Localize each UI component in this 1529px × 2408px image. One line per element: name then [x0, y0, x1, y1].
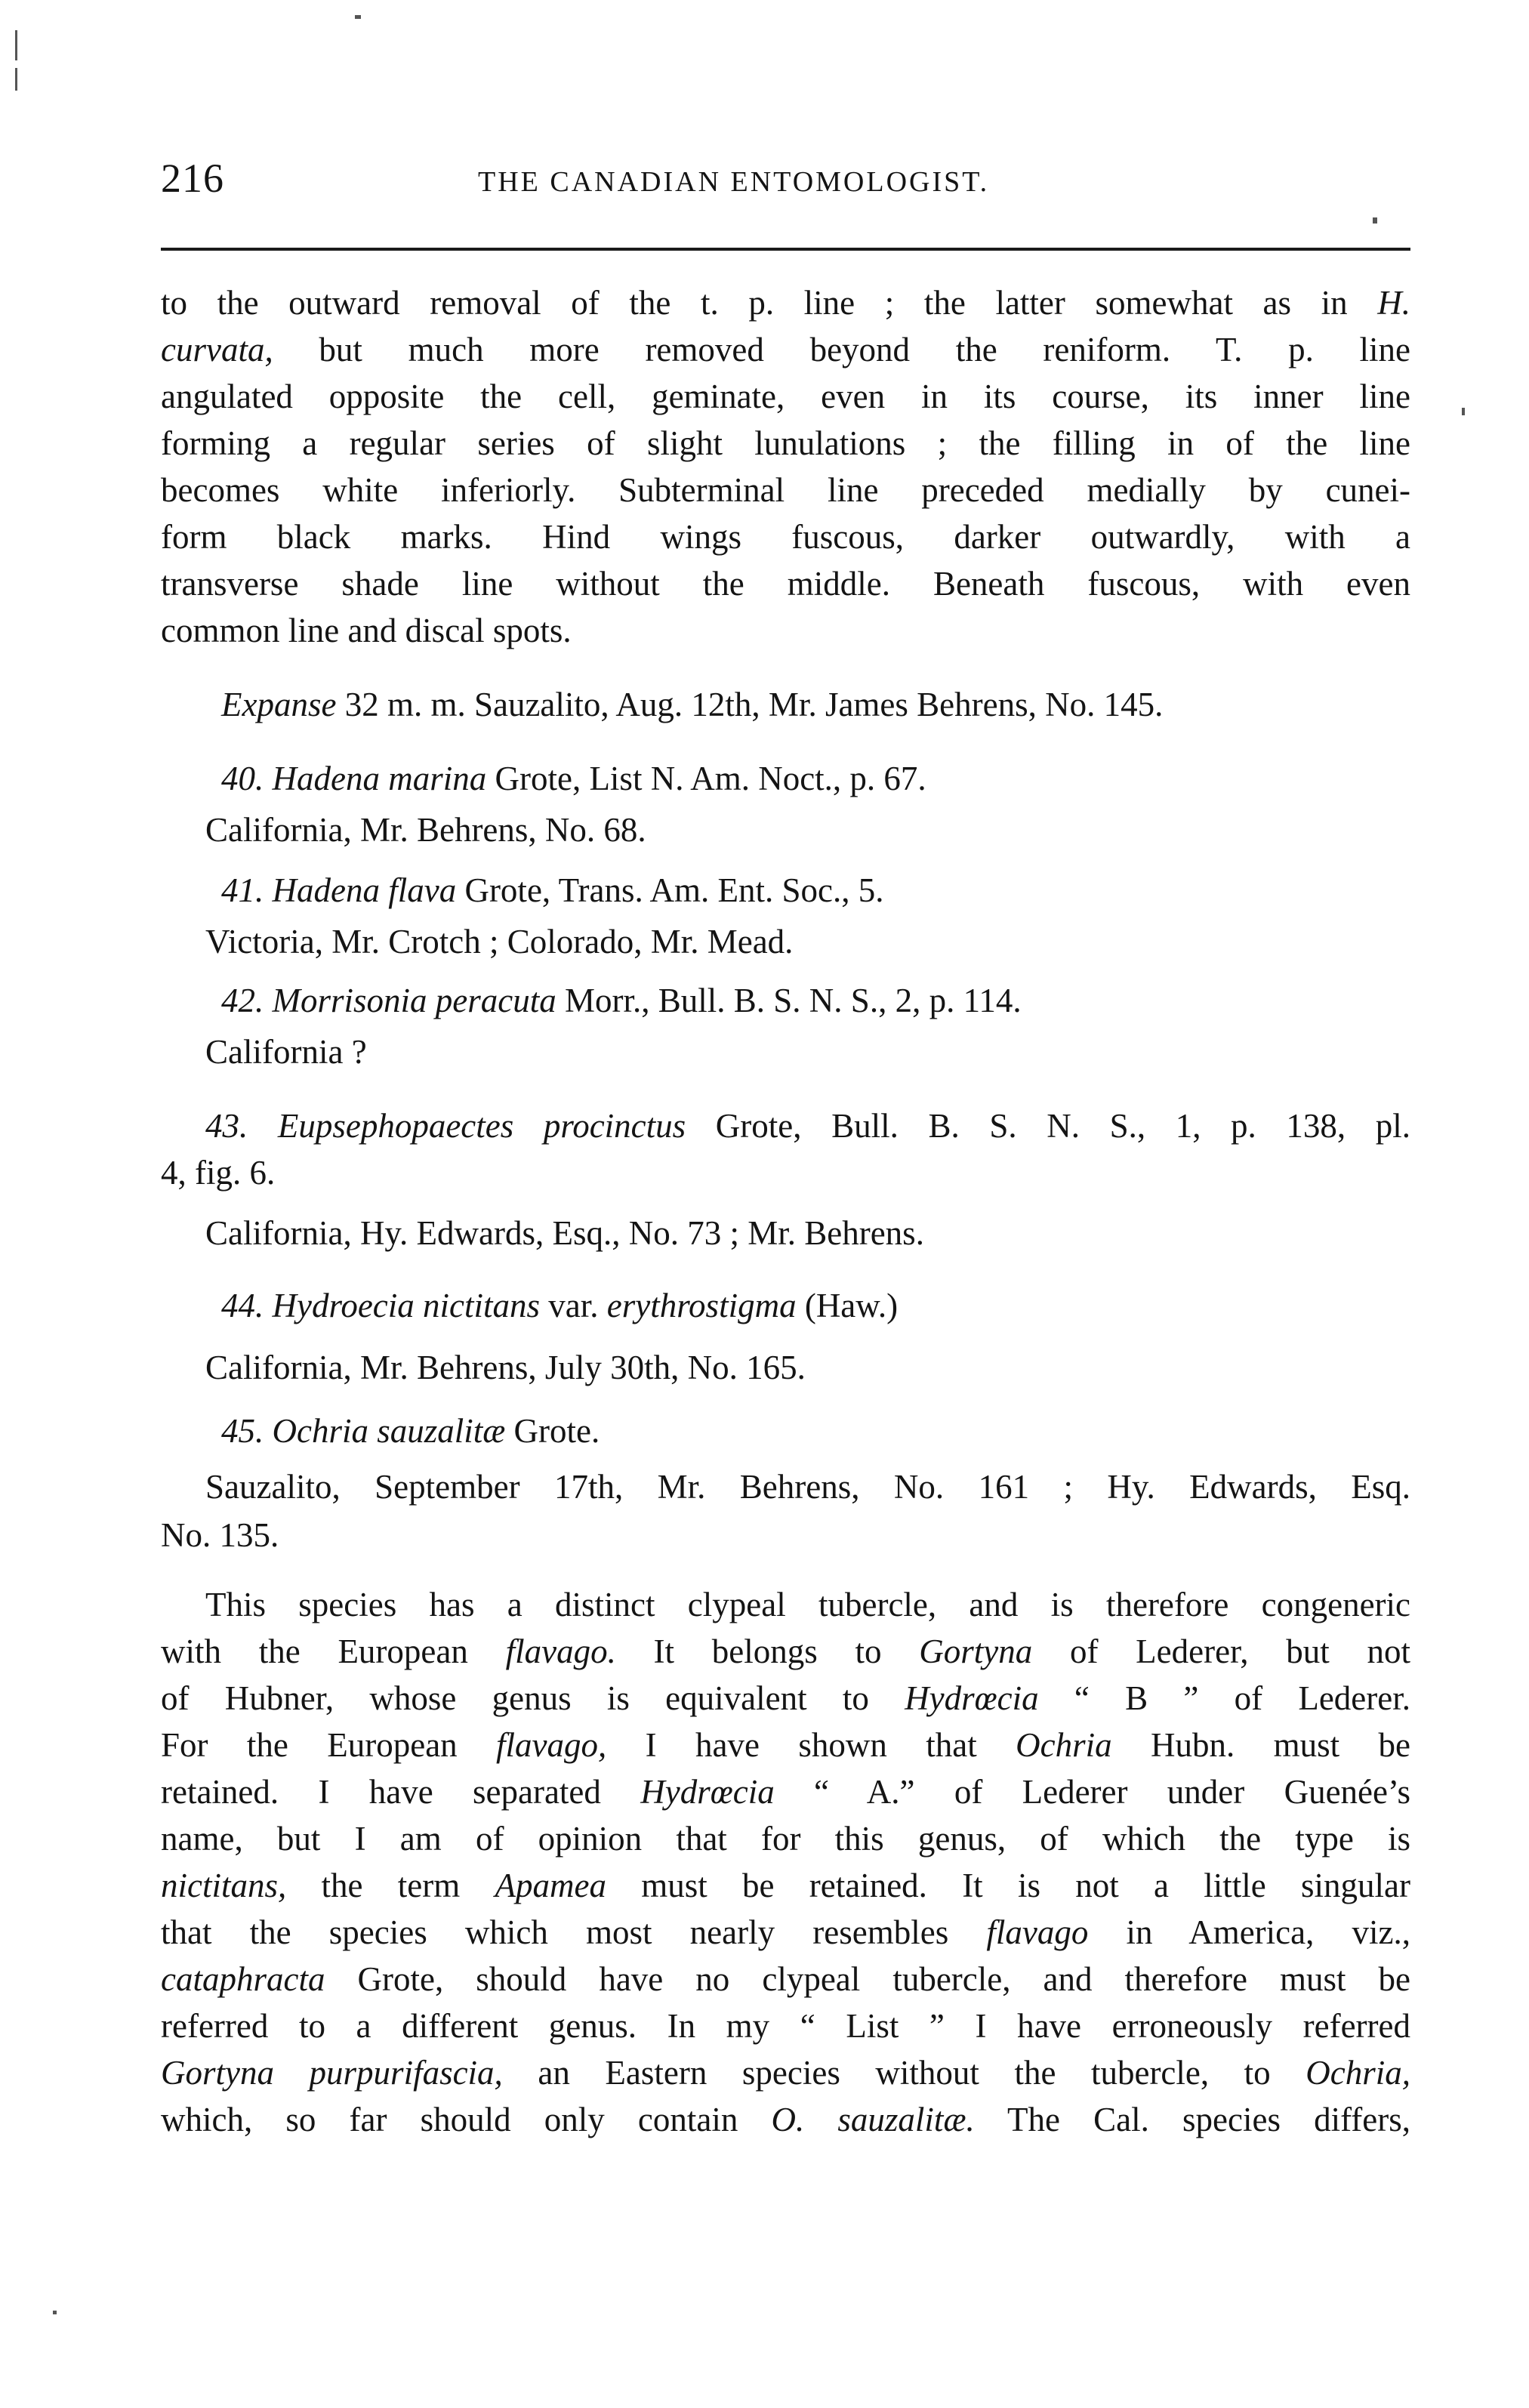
entry-locality: California, Mr. Behrens, July 30th, No. 165.	[205, 1349, 806, 1386]
margin-speck	[1373, 217, 1377, 224]
running-head	[161, 155, 1407, 208]
header-rule	[161, 248, 1410, 251]
species-entry-42: 42. Morrisonia peracuta Morr., Bull. B. S. N. S., 2, p. 114.	[221, 982, 1022, 1019]
species-entry-40: 40. Hadena marina Grote, List N. Am. Noct., p. 67.	[221, 760, 926, 797]
text-line: to the outward removal of the t. p. line ; the latter somewhat as in H.	[161, 284, 1410, 322]
entry-locality: Victoria, Mr. Crotch ; Colorado, Mr. Mead.	[205, 923, 794, 960]
entry-locality-continuation: No. 135.	[161, 1516, 279, 1554]
entry-number: 45.	[221, 1412, 264, 1450]
text-line: which, so far should only contain O. sauzalitæ. The Cal. species differs,	[161, 2101, 1410, 2138]
text-line: curvata, but much more removed beyond the reniform. T. p. line	[161, 331, 1410, 368]
text-line: This species has a distinct clypeal tubercle, and is therefore congeneric	[205, 1586, 1410, 1623]
text-line: For the European flavago, I have shown that Ochria Hubn. must be	[161, 1726, 1410, 1764]
text-line: forming a regular series of slight lunulations ; the filling in of the line	[161, 424, 1410, 462]
text-line: form black marks. Hind wings fuscous, darker outwardly, with a	[161, 518, 1410, 556]
entry-number: 40.	[221, 760, 264, 797]
text-line: becomes white inferiorly. Subterminal line preceded medially by cunei-	[161, 471, 1410, 509]
text-line: name, but I am of opinion that for this genus, of which the type is	[161, 1820, 1410, 1858]
margin-speck	[355, 15, 361, 19]
entry-continuation: 4, fig. 6.	[161, 1154, 276, 1192]
text-line: with the European flavago. It belongs to Gortyna of Lederer, but not	[161, 1633, 1410, 1670]
text-line: transverse shade line without the middle. Beneath fuscous, with even	[161, 565, 1410, 603]
entry-locality: California, Hy. Edwards, Esq., No. 73 ; Mr. Behrens.	[205, 1214, 924, 1252]
margin-speck	[53, 2311, 57, 2314]
species-entry-44: 44. Hydroecia nictitans var. erythrostigma (Haw.)	[221, 1287, 899, 1324]
species-entry-45: 45. Ochria sauzalitæ Grote.	[221, 1412, 600, 1450]
text-line: that the species which most nearly resembles flavago in America, viz.,	[161, 1913, 1410, 1951]
text-line: referred to a different genus. In my “ List ” I have erroneously referred	[161, 2007, 1410, 2045]
entry-number: 44.	[221, 1287, 264, 1324]
text-line: of Hubner, whose genus is equivalent to Hydrœcia “ B ” of Lederer.	[161, 1679, 1410, 1717]
expanse-line: Expanse 32 m. m. Sauzalito, Aug. 12th, Mr. James Behrens, No. 145.	[221, 686, 1164, 723]
margin-speck	[1462, 408, 1465, 415]
text-line: common line and discal spots.	[161, 612, 572, 649]
text-line: retained. I have separated Hydrœcia “ A.” of Lederer under Guenée’s	[161, 1773, 1411, 1811]
text-line: angulated opposite the cell, geminate, even in its course, its inner line	[161, 378, 1410, 415]
text-line: cataphracta Grote, should have no clypeal tubercle, and therefore must be	[161, 1960, 1410, 1998]
text-line: nictitans, the term Apamea must be retained. It is not a little singular	[161, 1867, 1410, 1904]
entry-locality: Sauzalito, September 17th, Mr. Behrens, No. 161 ; Hy. Edwards, Esq.	[205, 1468, 1410, 1506]
entry-number: 41.	[221, 871, 264, 909]
margin-speck	[15, 68, 17, 91]
species-entry-43: 43. Eupsephopaectes procinctus Grote, Bull. B. S. N. S., 1, p. 138, pl.	[205, 1107, 1411, 1145]
entry-locality: California ?	[205, 1033, 367, 1071]
journal-title: THE CANADIAN ENTOMOLOGIST.	[478, 166, 990, 198]
entry-number: 42.	[221, 982, 264, 1019]
entry-locality: California, Mr. Behrens, No. 68.	[205, 811, 646, 849]
entry-number: 43.	[205, 1107, 248, 1145]
margin-speck	[15, 30, 17, 60]
page-number: 216	[161, 156, 224, 201]
species-entry-41: 41. Hadena flava Grote, Trans. Am. Ent. Soc., 5.	[221, 871, 884, 909]
text-line: Gortyna purpurifascia, an Eastern species without the tubercle, to Ochria,	[161, 2054, 1410, 2092]
